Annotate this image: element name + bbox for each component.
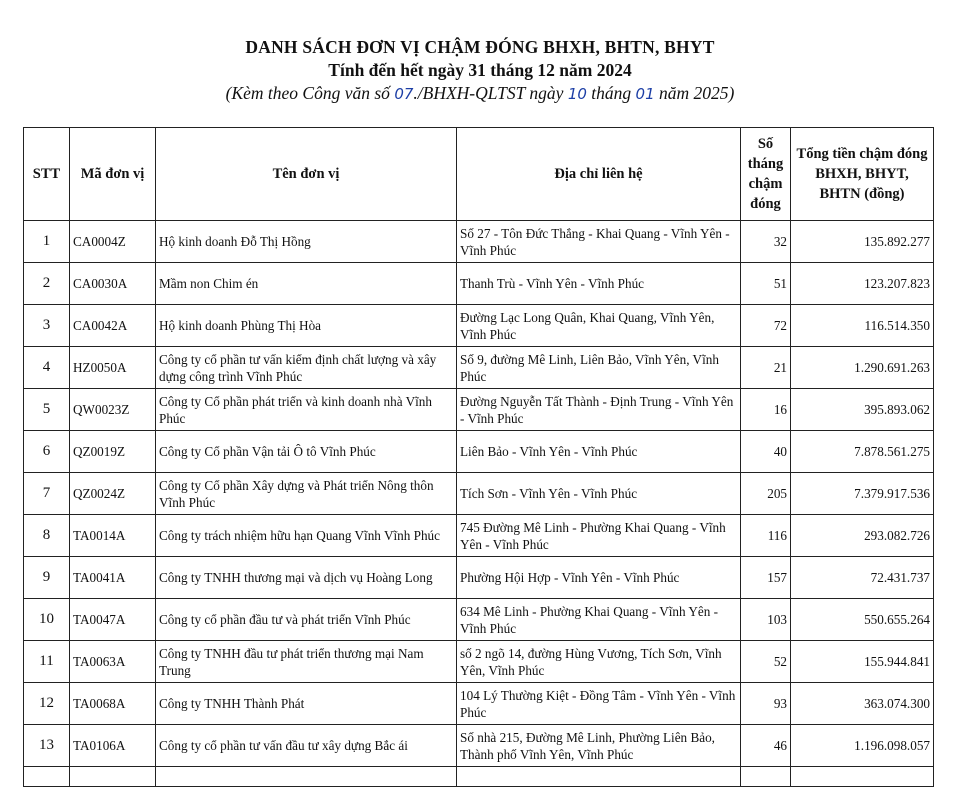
table-row-partial <box>24 767 934 787</box>
row-dia-chi: Liên Bảo - Vĩnh Yên - Vĩnh Phúc <box>457 431 741 473</box>
row-stt: 2 <box>24 263 70 305</box>
row-tong-tien: 293.082.726 <box>791 515 934 557</box>
table-row <box>24 557 934 599</box>
empty-cell <box>457 767 741 787</box>
row-dia-chi: Số nhà 215, Đường Mê Linh, Phường Liên Bảo, Thành phố Vĩnh Yên, Vĩnh Phúc <box>457 725 741 767</box>
row-tong-tien: 363.074.300 <box>791 683 934 725</box>
row-stt: 5 <box>24 389 70 431</box>
ref-middle: ./BHXH-QLTST ngày <box>413 83 564 103</box>
row-ten-don-vi: Công ty TNHH đầu tư phát triển thương mại Nam Trung <box>156 641 457 683</box>
row-dia-chi: Phường Hội Hợp - Vĩnh Yên - Vĩnh Phúc <box>457 557 741 599</box>
document-subtitle: Tính đến hết ngày 31 tháng 12 năm 2024 <box>328 60 632 80</box>
row-stt: 11 <box>24 641 70 683</box>
row-so-thang: 46 <box>741 725 791 767</box>
row-so-thang: 116 <box>741 515 791 557</box>
late-payment-table <box>23 127 934 787</box>
row-so-thang: 16 <box>741 389 791 431</box>
row-stt: 10 <box>24 599 70 641</box>
table-row <box>24 683 934 725</box>
table-row <box>24 725 934 767</box>
empty-cell <box>156 767 457 787</box>
col-header-ma-don-vi: Mã đơn vị <box>70 128 156 221</box>
row-so-thang: 52 <box>741 641 791 683</box>
col-header-stt: STT <box>24 128 70 221</box>
col-header-so-thang: Số tháng chậm đóng <box>741 128 791 221</box>
col-header-ten-don-vi: Tên đơn vị <box>156 128 457 221</box>
row-stt: 4 <box>24 347 70 389</box>
table-row <box>24 431 934 473</box>
row-so-thang: 32 <box>741 221 791 263</box>
col-header-dia-chi: Địa chỉ liên hệ <box>457 128 741 221</box>
row-dia-chi: 104 Lý Thường Kiệt - Đồng Tâm - Vĩnh Yên - Vĩnh Phúc <box>457 683 741 725</box>
row-stt: 7 <box>24 473 70 515</box>
row-so-thang: 93 <box>741 683 791 725</box>
row-ma-don-vi: CA0042A <box>70 305 156 347</box>
table-row <box>24 263 934 305</box>
row-tong-tien: 1.290.691.263 <box>791 347 934 389</box>
empty-cell <box>791 767 934 787</box>
row-ma-don-vi: TA0047A <box>70 599 156 641</box>
handwritten-ref-day: 10 <box>567 85 587 103</box>
row-ma-don-vi: TA0063A <box>70 641 156 683</box>
handwritten-ref-month: 01 <box>635 85 655 103</box>
row-ma-don-vi: QZ0024Z <box>70 473 156 515</box>
row-dia-chi: Số 9, đường Mê Linh, Liên Bảo, Vĩnh Yên, Vĩnh Phúc <box>457 347 741 389</box>
row-ten-don-vi: Công ty Cổ phần Vận tải Ô tô Vĩnh Phúc <box>156 431 457 473</box>
empty-cell <box>741 767 791 787</box>
row-stt: 1 <box>24 221 70 263</box>
row-ten-don-vi: Công ty Cổ phần Xây dựng và Phát triển Nông thôn Vĩnh Phúc <box>156 473 457 515</box>
handwritten-ref-number: 07 <box>394 85 414 103</box>
row-dia-chi: Tích Sơn - Vĩnh Yên - Vĩnh Phúc <box>457 473 741 515</box>
row-dia-chi: số 2 ngõ 14, đường Hùng Vương, Tích Sơn, Vĩnh Yên, Vĩnh Phúc <box>457 641 741 683</box>
empty-cell <box>70 767 156 787</box>
row-tong-tien: 116.514.350 <box>791 305 934 347</box>
table-row <box>24 221 934 263</box>
row-ten-don-vi: Hộ kinh doanh Đỗ Thị Hồng <box>156 221 457 263</box>
ref-month-word: tháng <box>591 83 632 103</box>
table-row <box>24 347 934 389</box>
row-ten-don-vi: Công ty cổ phần tư vấn kiểm định chất lượng và xây dựng công trình Vĩnh Phúc <box>156 347 457 389</box>
row-tong-tien: 72.431.737 <box>791 557 934 599</box>
row-stt: 12 <box>24 683 70 725</box>
table-row <box>24 305 934 347</box>
row-dia-chi: 634 Mê Linh - Phường Khai Quang - Vĩnh Yên - Vĩnh Phúc <box>457 599 741 641</box>
col-header-tong-tien: Tổng tiền chậm đóng BHXH, BHYT, BHTN (đồng) <box>791 128 934 221</box>
row-stt: 6 <box>24 431 70 473</box>
row-ma-don-vi: QZ0019Z <box>70 431 156 473</box>
row-tong-tien: 1.196.098.057 <box>791 725 934 767</box>
row-ten-don-vi: Công ty TNHH thương mại và dịch vụ Hoàng Long <box>156 557 457 599</box>
document-title: DANH SÁCH ĐƠN VỊ CHẬM ĐÓNG BHXH, BHTN, BHYT <box>245 37 715 57</box>
ref-prefix: (Kèm theo Công văn số <box>225 83 390 103</box>
row-ten-don-vi: Công ty trách nhiệm hữu hạn Quang Vĩnh Vĩnh Phúc <box>156 515 457 557</box>
row-so-thang: 157 <box>741 557 791 599</box>
row-so-thang: 51 <box>741 263 791 305</box>
row-tong-tien: 123.207.823 <box>791 263 934 305</box>
row-stt: 9 <box>24 557 70 599</box>
row-tong-tien: 395.893.062 <box>791 389 934 431</box>
ref-suffix: năm 2025) <box>659 83 735 103</box>
row-ten-don-vi: Mầm non Chim én <box>156 263 457 305</box>
row-so-thang: 72 <box>741 305 791 347</box>
row-tong-tien: 155.944.841 <box>791 641 934 683</box>
row-tong-tien: 7.379.917.536 <box>791 473 934 515</box>
row-ten-don-vi: Hộ kinh doanh Phùng Thị Hòa <box>156 305 457 347</box>
row-dia-chi: Đường Nguyễn Tất Thành - Định Trung - Vĩnh Yên - Vĩnh Phúc <box>457 389 741 431</box>
row-stt: 8 <box>24 515 70 557</box>
row-tong-tien: 550.655.264 <box>791 599 934 641</box>
table-row <box>24 389 934 431</box>
row-so-thang: 40 <box>741 431 791 473</box>
row-so-thang: 205 <box>741 473 791 515</box>
title-block <box>0 36 960 106</box>
row-ten-don-vi: Công ty cổ phần tư vấn đầu tư xây dựng Bắc ái <box>156 725 457 767</box>
row-ma-don-vi: TA0068A <box>70 683 156 725</box>
row-ma-don-vi: TA0014A <box>70 515 156 557</box>
table-header-row <box>24 128 934 221</box>
row-tong-tien: 7.878.561.275 <box>791 431 934 473</box>
table-row <box>24 599 934 641</box>
table-row <box>24 641 934 683</box>
row-ma-don-vi: QW0023Z <box>70 389 156 431</box>
row-dia-chi: Thanh Trù - Vĩnh Yên - Vĩnh Phúc <box>457 263 741 305</box>
row-ma-don-vi: TA0106A <box>70 725 156 767</box>
row-dia-chi: 745 Đường Mê Linh - Phường Khai Quang - Vĩnh Yên - Vĩnh Phúc <box>457 515 741 557</box>
row-so-thang: 21 <box>741 347 791 389</box>
row-ma-don-vi: CA0004Z <box>70 221 156 263</box>
row-tong-tien: 135.892.277 <box>791 221 934 263</box>
row-ten-don-vi: Công ty cổ phần đầu tư và phát triển Vĩnh Phúc <box>156 599 457 641</box>
row-so-thang: 103 <box>741 599 791 641</box>
empty-cell <box>24 767 70 787</box>
row-stt: 13 <box>24 725 70 767</box>
row-dia-chi: Đường Lạc Long Quân, Khai Quang, Vĩnh Yên, Vĩnh Phúc <box>457 305 741 347</box>
table-row <box>24 473 934 515</box>
table-row <box>24 515 934 557</box>
row-ma-don-vi: TA0041A <box>70 557 156 599</box>
row-ten-don-vi: Công ty Cổ phần phát triển và kinh doanh nhà Vĩnh Phúc <box>156 389 457 431</box>
row-dia-chi: Số 27 - Tôn Đức Thắng - Khai Quang - Vĩnh Yên - Vĩnh Phúc <box>457 221 741 263</box>
row-ma-don-vi: CA0030A <box>70 263 156 305</box>
table-body <box>24 221 934 787</box>
row-stt: 3 <box>24 305 70 347</box>
row-ten-don-vi: Công ty TNHH Thành Phát <box>156 683 457 725</box>
row-ma-don-vi: HZ0050A <box>70 347 156 389</box>
document-reference <box>0 82 960 106</box>
